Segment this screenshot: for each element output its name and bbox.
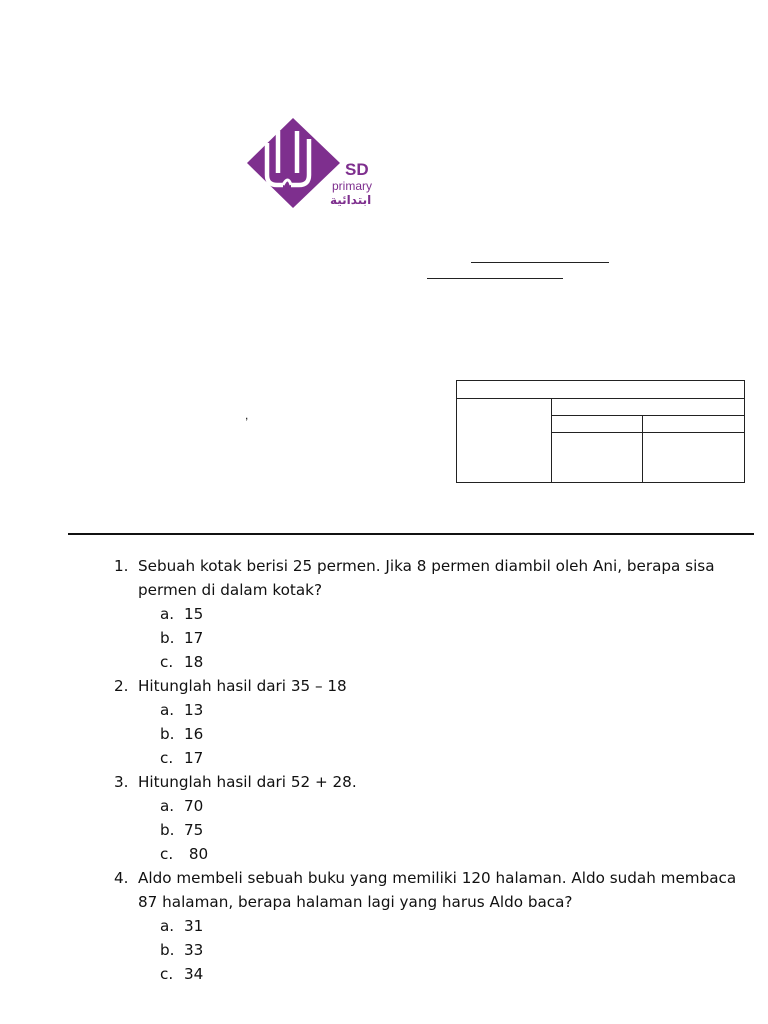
header-mark: , [245,408,249,422]
answer-option [160,602,754,626]
answer-option [160,794,754,818]
option-value: 70 [184,797,204,815]
option-value: 31 [184,917,204,935]
header-underline-1 [471,262,609,263]
question-text: Hitunglah hasil dari 52 + 28. [138,773,357,791]
answer-option [160,842,754,866]
header-underline-2 [427,278,563,279]
answer-option [160,818,754,842]
score-table [456,380,745,483]
table-right-top-cell [551,398,745,416]
option-letter: c. [160,845,174,863]
option-value: 17 [184,629,204,647]
answer-option [160,650,754,674]
table-value-cell-2 [642,432,745,483]
table-left-cell [456,398,552,483]
table-value-cell-1 [551,432,643,483]
answer-option [160,626,754,650]
answer-options [138,794,754,866]
question-item [114,866,754,986]
option-letter: a. [160,917,175,935]
option-value: 18 [184,653,204,671]
question-item [114,554,754,674]
option-letter: b. [160,725,175,743]
answer-option [160,914,754,938]
option-value: 75 [184,821,204,839]
answer-option [160,722,754,746]
school-logo [245,113,383,213]
option-letter: a. [160,701,175,719]
option-letter: c. [160,965,174,983]
answer-options [138,914,754,986]
header-divider [68,533,754,535]
option-value: 13 [184,701,204,719]
answer-option [160,962,754,986]
answer-option [160,698,754,722]
option-letter: b. [160,629,175,647]
option-value: 80 [184,845,209,863]
option-letter: b. [160,821,175,839]
answer-option [160,746,754,770]
question-item [114,674,754,770]
answer-options [138,698,754,770]
option-value: 17 [184,749,204,767]
logo-primary-text: primary [332,179,373,193]
answer-options [138,602,754,674]
option-value: 16 [184,725,204,743]
option-letter: b. [160,941,175,959]
option-letter: c. [160,653,174,671]
question-number: 2. [114,677,129,695]
option-value: 34 [184,965,204,983]
logo-sd-text: SD [345,160,369,179]
option-value: 33 [184,941,204,959]
question-number: 4. [114,869,129,887]
option-letter: a. [160,605,175,623]
table-subheader-cell-1 [551,415,643,433]
question-list [114,554,754,986]
question-text: Aldo membeli sebuah buku yang memiliki 120 halaman. Aldo sudah membaca 87 halaman, berapa halaman lagi yang harus Aldo baca? [138,869,737,911]
question-text: Sebuah kotak berisi 25 permen. Jika 8 permen diambil oleh Ani, berapa sisa permen di dalam kotak? [138,557,715,599]
question-item [114,770,754,866]
table-subheader-cell-2 [642,415,745,433]
question-number: 3. [114,773,129,791]
question-text: Hitunglah hasil dari 35 – 18 [138,677,347,695]
answer-option [160,938,754,962]
logo-arabic-text: ابتدائية [330,193,372,207]
option-letter: c. [160,749,174,767]
question-number: 1. [114,557,129,575]
option-value: 15 [184,605,204,623]
table-header-cell [456,380,745,399]
option-letter: a. [160,797,175,815]
